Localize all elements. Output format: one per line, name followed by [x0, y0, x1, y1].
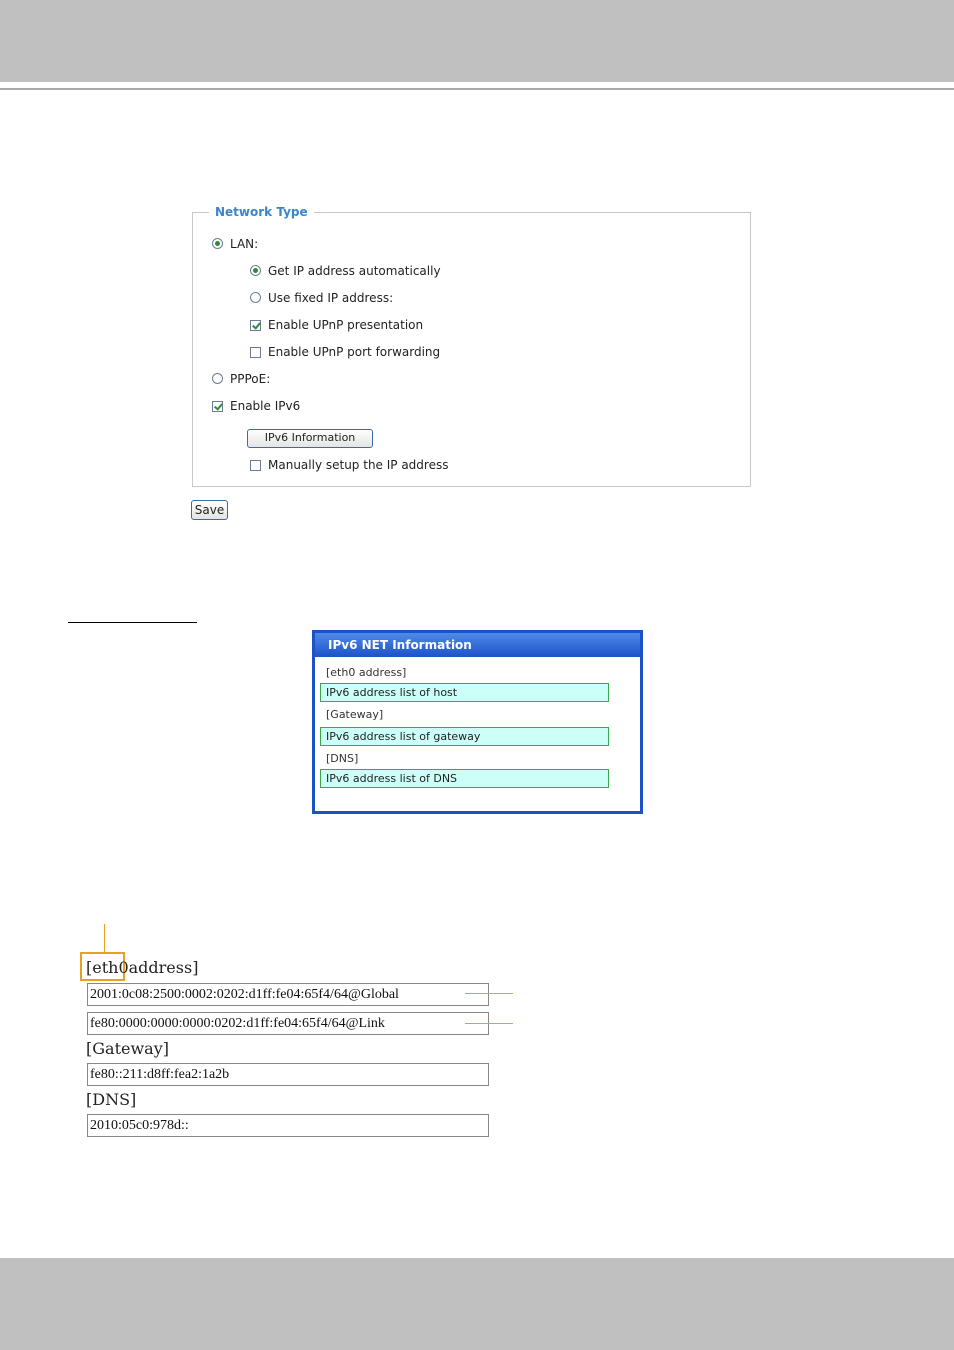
callout-line-eth0 — [104, 924, 105, 953]
heading-underline — [68, 622, 197, 623]
ipv6-info-title: IPv6 NET Information — [315, 633, 640, 657]
sample-gateway-field: fe80::211:d8ff:fea2:1a2b — [87, 1063, 489, 1086]
upnp-presentation-checkbox[interactable] — [250, 320, 261, 331]
enable-ipv6-checkbox[interactable] — [212, 401, 223, 412]
gateway-label: [Gateway] — [326, 708, 384, 721]
lan-radio[interactable] — [212, 238, 223, 249]
eth0-address-label: [eth0 address] — [326, 666, 407, 679]
get-ip-auto-label: Get IP address automatically — [268, 264, 441, 278]
ipv6-info-window — [312, 630, 643, 814]
sample-link-address-field: fe80:0000:0000:0000:0202:d1ff:fe04:65f4/64@Link — [87, 1012, 489, 1035]
enable-ipv6-label: Enable IPv6 — [230, 399, 301, 413]
ipv6-information-button[interactable]: IPv6 Information — [247, 429, 373, 448]
upnp-port-forwarding-label: Enable UPnP port forwarding — [268, 345, 441, 359]
manual-ip-label: Manually setup the IP address — [268, 458, 449, 472]
sample-dns-field: 2010:05c0:978d:: — [87, 1114, 489, 1137]
dns-field: IPv6 address list of DNS — [320, 769, 609, 788]
sample-dns-label: [DNS] — [86, 1090, 137, 1109]
eth0-address-field: IPv6 address list of host — [320, 683, 609, 702]
upnp-presentation-label: Enable UPnP presentation — [268, 318, 424, 332]
sample-global-address-field: 2001:0c08:2500:0002:0202:d1ff:fe04:65f4/64@Global — [87, 983, 489, 1006]
network-type-legend: Network Type — [209, 205, 314, 219]
sample-gateway-label: [Gateway] — [86, 1039, 169, 1058]
header-band — [0, 0, 954, 82]
header-rule — [0, 88, 954, 90]
gateway-field: IPv6 address list of gateway — [320, 727, 609, 746]
manual-ip-checkbox[interactable] — [250, 460, 261, 471]
pppoe-label: PPPoE: — [230, 372, 271, 386]
use-fixed-ip-radio[interactable] — [250, 292, 261, 303]
save-button[interactable]: Save — [191, 500, 228, 520]
footer-band — [0, 1258, 954, 1350]
sample-address-part: address] — [128, 958, 199, 977]
lan-label: LAN: — [230, 237, 259, 251]
get-ip-auto-radio[interactable] — [250, 265, 261, 276]
dns-label: [DNS] — [326, 752, 359, 765]
use-fixed-ip-label: Use fixed IP address: — [268, 291, 394, 305]
callout-line-global — [465, 993, 513, 994]
sample-eth0-label — [86, 958, 198, 977]
sample-eth0-part: [eth0 — [86, 958, 129, 977]
upnp-port-forwarding-checkbox[interactable] — [250, 347, 261, 358]
callout-line-link — [465, 1023, 513, 1024]
pppoe-radio[interactable] — [212, 373, 223, 384]
